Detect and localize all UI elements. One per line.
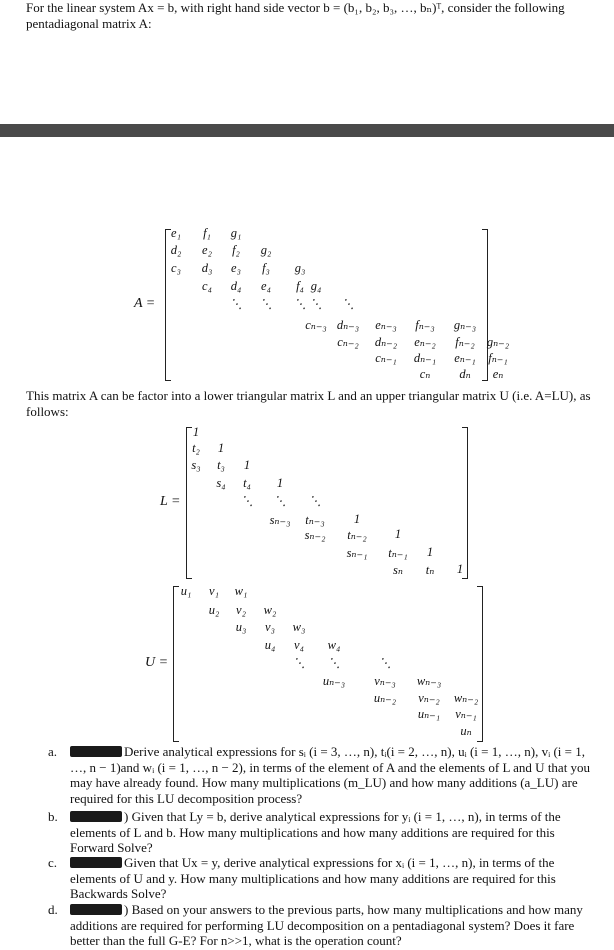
matrix-a-right-bracket: [482, 229, 488, 381]
mat-a-entry: cₙ₋₁: [375, 351, 397, 365]
mat-u-entry: uₙ: [460, 724, 472, 738]
mat-u-entry: w₄: [327, 638, 341, 652]
mat-l-entry: 1: [394, 527, 402, 541]
mat-l-entry: sₙ: [393, 563, 403, 577]
mat-a-entry: f₃: [262, 261, 270, 275]
mat-l-entry: 1: [456, 562, 464, 576]
mat-u-entry: w₂: [263, 603, 277, 617]
mat-a-entry: d₃: [201, 261, 213, 275]
mat-a-entry: g₄: [310, 279, 322, 293]
mat-a-entry: gₙ₋₂: [486, 335, 510, 349]
mat-u-entry: uₙ₋₃: [322, 674, 346, 688]
matrix-a-label: A =: [134, 296, 156, 311]
mat-u-entry: v₁: [209, 584, 219, 598]
question-a-text: Derive analytical expressions for sᵢ (i = 3, …, n), tᵢ(i = 2, …, n), uᵢ (i = 1, …, n), vᵢ (i = 1, …, n − 1)and wᵢ (i = 1, …, n − 2), in terms of the element of A and the elements of L and U that you may have already found. How many multiplications (m_LU) and how many additions (a_LU) are required for this LU decomposition process?: [70, 744, 591, 806]
mat-u-entry: vₙ₋₁: [455, 707, 477, 721]
matrix-u-right-bracket: [477, 586, 483, 742]
question-c: [70, 855, 592, 902]
mat-l-entry: 1: [217, 441, 225, 455]
mat-a-entry: ⋱: [309, 297, 323, 311]
mat-a-entry: e₁: [171, 226, 181, 240]
mat-a-entry: eₙ: [492, 367, 504, 381]
mat-a-entry: e₄: [261, 279, 271, 293]
question-d: [70, 902, 592, 949]
mat-a-entry: e₃: [231, 261, 241, 275]
mat-a-entry: c₃: [171, 261, 181, 275]
mat-a-entry: g₃: [294, 261, 306, 275]
mat-a-entry: dₙ: [459, 367, 471, 381]
mat-a-entry: dₙ₋₂: [374, 335, 398, 349]
mat-u-entry: u₃: [235, 620, 247, 634]
mat-l-entry: sₙ₋₁: [346, 546, 368, 560]
question-b-text: ) Given that Ly = b, derive analytical expressions for yᵢ (i = 1, …, n), in terms of the elements of L and b. How many multiplications and how many additions are required for this Forward Solve?: [70, 809, 561, 855]
redaction-mark: [70, 857, 122, 868]
question-c-marker: c.: [48, 855, 58, 870]
mat-a-entry: eₙ₋₃: [375, 318, 397, 332]
mat-a-entry: gₙ₋₃: [453, 318, 477, 332]
mat-u-entry: vₙ₋₃: [374, 674, 396, 688]
mat-a-entry: d₂: [170, 243, 182, 257]
matrix-l-label: L =: [160, 494, 181, 509]
mat-a-entry: ⋱: [229, 297, 243, 311]
mat-l-entry: t₃: [217, 458, 225, 472]
mat-a-entry: eₙ₋₂: [414, 335, 436, 349]
mat-l-entry: 1: [192, 425, 200, 439]
question-c-text: Given that Ux = y, derive analytical expressions for xᵢ (i = 1, …, n), in terms of the elements of U and y. How many multiplications and how many additions are required for this Backwards Solve?: [70, 855, 556, 901]
mat-u-entry: uₙ₋₁: [417, 707, 441, 721]
mat-a-entry: cₙ: [419, 367, 431, 381]
matrix-u-label: U =: [145, 655, 169, 670]
mat-l-entry: 1: [276, 476, 284, 490]
mat-a-entry: fₙ₋₁: [488, 351, 508, 365]
redaction-mark: [70, 811, 122, 822]
mat-a-entry: dₙ₋₃: [336, 318, 360, 332]
mat-a-entry: f₂: [232, 243, 240, 257]
mat-a-entry: g₂: [260, 243, 272, 257]
mat-a-entry: dₙ₋₁: [413, 351, 437, 365]
matrix-l-right-bracket: [462, 427, 468, 579]
mat-l-entry: 1: [243, 458, 251, 472]
mat-u-entry: v₄: [294, 638, 304, 652]
mat-a-entry: eₙ₋₁: [454, 351, 476, 365]
mat-u-entry: v₂: [236, 603, 246, 617]
mat-u-entry: u₂: [208, 603, 220, 617]
mat-u-entry: ⋱: [292, 656, 306, 670]
mat-u-entry: vₙ₋₂: [418, 691, 440, 705]
mat-l-entry: tₙ: [425, 563, 435, 577]
mat-a-entry: g₁: [230, 226, 242, 240]
question-d-marker: d.: [48, 902, 58, 917]
mat-u-entry: ⋱: [378, 656, 392, 670]
mat-u-entry: w₃: [292, 620, 306, 634]
question-b: [70, 809, 592, 856]
question-d-text: ) Based on your answers to the previous parts, how many multiplications and how many additions are required for performing LU decomposition on a pentadiagonal system? Does it fare better than the full G-E? For n>>1, what is the operation count?: [70, 902, 583, 948]
mat-u-entry: v₃: [265, 620, 275, 634]
divider-bar: [0, 124, 614, 137]
mat-l-entry: sₙ₋₃: [269, 513, 291, 527]
mat-u-entry: u₁: [180, 584, 192, 598]
factor-text: This matrix A can be factor into a lower triangular matrix L and an upper triangular matrix U (i.e. A=LU), as follows:: [26, 388, 591, 419]
mat-l-entry: s₃: [191, 458, 201, 472]
mat-l-entry: t₂: [192, 441, 200, 455]
question-a: [70, 744, 592, 806]
mat-l-entry: tₙ₋₂: [347, 528, 367, 542]
intro-text: For the linear system Ax = b, with right hand side vector b = (b₁, b₂, b₃, …, bₙ)ᵀ, consider the following pentadiagonal matrix A:: [26, 0, 565, 31]
mat-l-entry: ⋱: [240, 494, 254, 508]
mat-l-entry: ⋱: [308, 494, 322, 508]
mat-l-entry: t₄: [243, 476, 251, 490]
matrix-u-left-bracket: [173, 586, 179, 742]
mat-a-entry: ⋱: [341, 297, 355, 311]
redaction-mark: [70, 904, 122, 915]
mat-l-entry: 1: [353, 512, 361, 526]
mat-l-entry: s₄: [216, 476, 226, 490]
mat-a-entry: d₄: [230, 279, 242, 293]
mat-u-entry: ⋱: [327, 656, 341, 670]
mat-a-entry: c₄: [202, 279, 212, 293]
question-b-marker: b.: [48, 809, 58, 824]
mat-l-entry: sₙ₋₂: [304, 528, 326, 542]
mat-l-entry: tₙ₋₃: [305, 513, 325, 527]
mat-a-entry: cₙ₋₃: [305, 318, 327, 332]
mat-u-entry: w₁: [234, 584, 248, 598]
mat-a-entry: cₙ₋₂: [337, 335, 359, 349]
redaction-mark: [70, 746, 122, 757]
mat-u-entry: uₙ₋₂: [373, 691, 397, 705]
mat-a-entry: f₁: [203, 226, 211, 240]
mat-l-entry: 1: [426, 545, 434, 559]
mat-a-entry: ⋱: [293, 297, 307, 311]
mat-u-entry: wₙ₋₃: [416, 674, 442, 688]
mat-a-entry: fₙ₋₂: [455, 335, 475, 349]
mat-a-entry: f₄: [296, 279, 304, 293]
mat-u-entry: wₙ₋₂: [453, 691, 479, 705]
mat-l-entry: tₙ₋₁: [388, 546, 408, 560]
mat-a-entry: fₙ₋₃: [415, 318, 435, 332]
mat-u-entry: u₄: [264, 638, 276, 652]
mat-a-entry: e₂: [202, 243, 212, 257]
question-a-marker: a.: [48, 744, 58, 759]
mat-l-entry: ⋱: [273, 494, 287, 508]
mat-a-entry: ⋱: [259, 297, 273, 311]
